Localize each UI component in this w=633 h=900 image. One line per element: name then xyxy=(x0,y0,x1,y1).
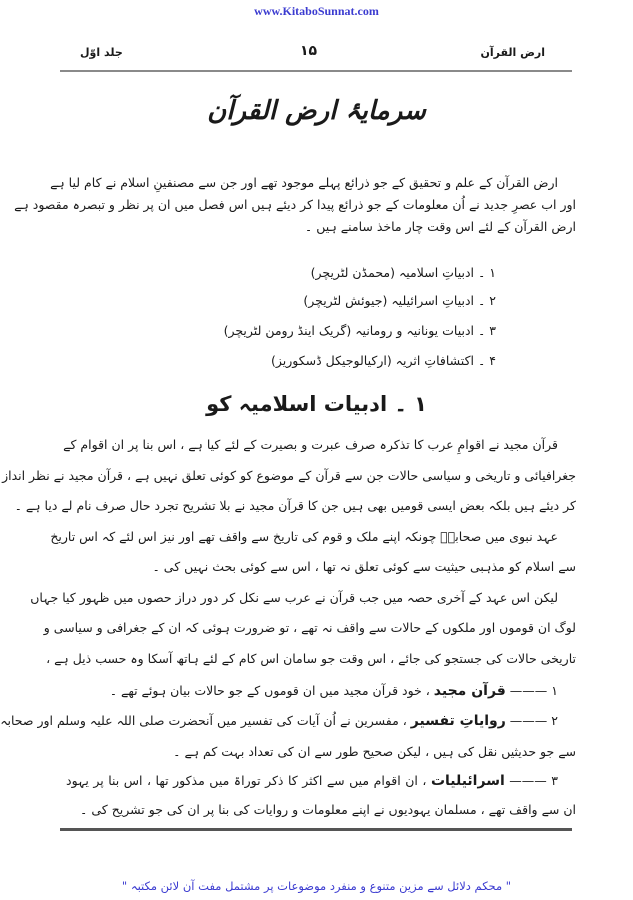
item-text: ، خود قرآن مجید میں ان قوموں کے جو حالات بیان ہوئے تھے ۔ xyxy=(109,683,434,698)
item-term: اسرائیلیات xyxy=(430,773,505,789)
body-line: عہد نبوی میں صحابہؓ چونکہ اپنے ملک و قوم کی تاریخ سے واقف تھے اور نیز اس لئے کہ اس تاریخ xyxy=(50,529,558,544)
material-continuation: سے جو حدیثیں نقل کی ہیں ، لیکن صحیح طور سے ان کی تعداد بہت کم ہے ۔ xyxy=(173,744,576,759)
source-item: ۱ ۔ ادبیاتِ اسلامیہ (محمڈن لٹریچر) xyxy=(310,265,496,280)
intro-line: ارض القرآن کے علم و تحقیق کے جو ذرائع پہلے موجود تھے اور جن سے مصنفینِ اسلام نے کام لیا ہے xyxy=(50,175,558,190)
material-continuation: ان سے واقف تھے ، مسلمان یہودیوں نے اپنے معلومات و روایات کی بنا پر ان کی جو تشریح کی ۔ xyxy=(80,802,576,817)
item-term: قرآن مجید xyxy=(433,683,506,699)
body-line: لیکن اس عہد کے آخری حصہ میں جب قرآن نے عرب سے نکل کر دور دراز حصوں میں ظہور کیا جہاں xyxy=(30,590,558,605)
source-item: ۴ ۔ اکتشافاتِ اثریہ (ارکیالوجیکل ڈسکوریز) xyxy=(270,353,496,368)
running-header-volume: جلد اوّل xyxy=(80,46,123,59)
item-number: ۲ ——— xyxy=(505,713,558,728)
watermark-url: www.KitaboSunnat.com xyxy=(254,4,379,18)
source-item: ۲ ۔ ادبیاتِ اسرائیلیہ (جیوئش لٹریچر) xyxy=(303,293,496,308)
item-text: ، ان اقوام میں سے اکثر کا ذکر توراۃ میں مذکور تھا ، اس بنا پر یہود xyxy=(66,773,431,788)
item-text: ، مفسرین نے اُن آیات کی تفسیر میں آنحضرت صلی اللہ علیہ وسلم اور صحابہ xyxy=(0,713,411,728)
header-rule xyxy=(60,70,572,72)
section-heading: ۱ ۔ ادبیات اسلامیہ کو xyxy=(206,392,427,416)
intro-line: اور اب عصرِ جدید نے اُن معلومات کے جو ذرائع پیدا کر دیئے ہیں اس فصل میں ان پر نظر و تبصرہ مقصود ہے xyxy=(14,197,576,212)
material-item xyxy=(0,712,576,730)
body-line: سے اسلام کو مذہبی حیثیت سے کوئی تعلق نہ تھا ، اس سے کوئی بحث نہیں کی ۔ xyxy=(152,559,576,574)
footer-tagline: " محکم دلائل سے مزین متنوع و منفرد موضوعات پر مشتمل مفت آن لائن مکتبہ " xyxy=(121,879,512,893)
intro-line: ارض القرآن کے لئے اس وقت چار ماخذ سامنے ہیں ۔ xyxy=(304,219,576,234)
body-line: تاریخی حالات کی جستجو کی جائے ، اس وقت جو سامان اس کام کے لئے ہاتھ آسکا وہ حسب ذیل ہے ، xyxy=(46,651,576,666)
body-line: لوگ ان قوموں اور ملکوں کے حالات سے واقف نہ تھے ، تو ضرورت ہوئی کہ ان کے جغرافی و سیاسی و xyxy=(43,620,576,635)
body-line: جغرافیائی و تاریخی و سیاسی حالات جن سے قرآن کے موضوع کو کوئی تعلق نہیں ہے ، قرآن مجید نے نظر انداز xyxy=(2,468,576,483)
page-number: ۱۵ xyxy=(300,43,318,59)
body-line: قرآن مجید نے اقوامِ عرب کا تذکرہ صرف عبرت و بصیرت کے لئے کیا ہے ، اس بنا پر ان اقوام کے xyxy=(63,437,558,452)
chapter-title: سرمایۂ ارض القرآن xyxy=(207,96,426,126)
material-item xyxy=(66,772,576,790)
source-item: ۳ ۔ ادبیات یونانیہ و رومانیہ (گریک اینڈ رومن لٹریچر) xyxy=(223,323,496,338)
item-number: ۱ ——— xyxy=(505,683,558,698)
item-number: ۳ ——— xyxy=(504,773,558,788)
running-header-book-title: ارض القرآن xyxy=(480,46,545,59)
body-line: کر دیئے ہیں بلکہ بعض ایسی قومیں بھی ہیں جن کا قرآن مجید نے بلا تشریح تجرد حال صرف نام لے دیا ہے ۔ xyxy=(14,498,576,513)
item-term: روایاتِ تفسیر xyxy=(410,713,506,729)
material-item xyxy=(66,682,576,700)
footer-rule xyxy=(60,828,572,831)
